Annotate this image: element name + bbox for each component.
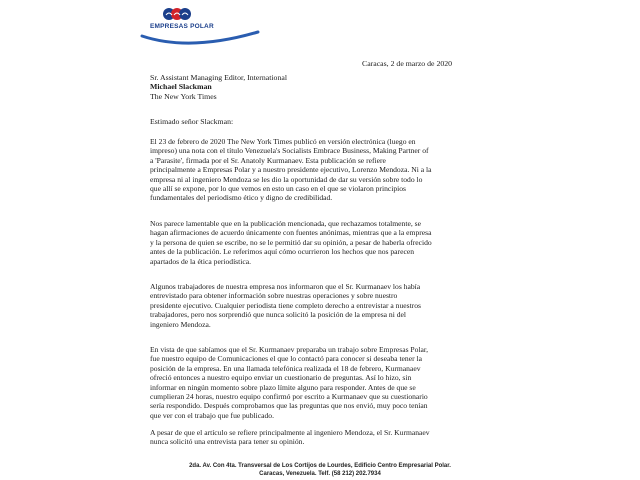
recipient-block xyxy=(150,73,287,101)
footer-phone: Caracas, Venezuela. Telf. (58 212) 202.7934 xyxy=(259,471,381,477)
text-line: y la persona de quien se escribe, no se le permitió dar su opinión, a pesar de haberla ofrecido xyxy=(150,237,432,247)
recipient-name: Michael Slackman xyxy=(150,82,212,92)
recipient-org: The New York Times xyxy=(150,91,217,101)
paragraph-4 xyxy=(150,345,468,420)
text-line: Algunos trabajadores de nuestra empresa nos informaron que el Sr. Kurmanaev los había xyxy=(150,282,421,291)
text-line: posición de la empresa. En una llamada telefónica realizada el 18 de febrero, Kurmanaev xyxy=(150,363,421,373)
logo-bear-icon xyxy=(162,6,192,22)
text-line: informar en ningún momento sobre plazo límite alguno para responder. Antes de que se xyxy=(150,382,416,392)
text-line: cumplieran 24 horas, nuestro equipo confirmó por escrito a Kurmanaev que su cuestionario xyxy=(150,392,428,402)
text-line: A pesar de que el artículo se refiere principalmente al ingeniero Mendoza, el Sr. Kurmanaev xyxy=(150,428,430,437)
logo-swoosh-icon xyxy=(140,30,260,48)
text-line: hagan afirmaciones de acuerdo únicamente con fuentes anónimas, mientras que a la empresa xyxy=(150,228,432,238)
text-line: a 'Parasite', firmada por el Sr. Anatoly Kurmanaev. Esta publicación se refiere xyxy=(150,155,386,165)
text-line: presidente ejecutivo. Cualquier periodista tiene completo derecho a entrevistar a nuestros xyxy=(150,300,421,310)
text-line: El 23 de febrero de 2020 The New York Times publicó en versión electrónica (luego en xyxy=(150,137,416,146)
text-line: apartados de la ética periodística. xyxy=(150,256,251,266)
paragraph-2 xyxy=(150,219,468,266)
paragraph-1 xyxy=(150,137,468,203)
paragraph-3 xyxy=(150,282,468,329)
text-line: fue nuestro equipo de Comunicaciones el que lo contactó para conocer si deseaba tener la xyxy=(150,354,422,364)
recipient-title: Sr. Assistant Managing Editor, International xyxy=(150,73,287,82)
text-line: trabajadores, pero nos sorprendió que nunca solicitó la posición de la empresa ni del xyxy=(150,310,406,320)
text-line: empresa ni al ingeniero Mendoza se les dio la oportunidad de dar su versión sobre todo lo xyxy=(150,174,423,184)
footer-address: 2da. Av. Con 4ta. Transversal de Los Cortijos de Lourdes, Edificio Centro Empresarial Polar. xyxy=(189,463,451,469)
text-line: antes de la publicación. Le referimos aquí cómo ocurrieron los hechos que nos parecen xyxy=(150,247,414,257)
text-line: ofreció entonces a nuestro equipo enviar un cuestionario de preguntas. Así lo hizo, sin xyxy=(150,373,412,383)
text-line: nunca solicitó una entrevista para tener su opinión. xyxy=(150,437,305,447)
text-line: sería respondido. Después comprobamos que las preguntas que nos envió, muy poco tenían xyxy=(150,401,428,411)
text-line: entrevistado para obtener información sobre nuestras operaciones y sobre nuestro xyxy=(150,291,398,301)
paragraph-5 xyxy=(150,428,468,447)
letterhead-footer xyxy=(150,462,490,478)
text-line: En vista de que sabíamos que el Sr. Kurmanaev preparaba un trabajo sobre Empresas Polar, xyxy=(150,345,429,354)
text-line: Nos parece lamentable que en la publicación mencionada, que rechazamos totalmente, se xyxy=(150,219,421,228)
text-line: impreso) una nota con el título Venezuela's Socialists Embrace Business, Making Partner of xyxy=(150,146,429,156)
logo-text: EMPRESAS POLAR xyxy=(150,23,214,30)
text-line: ingeniero Mendoza. xyxy=(150,319,211,329)
letter-date: Caracas, 2 de marzo de 2020 xyxy=(362,59,453,68)
greeting: Estimado señor Slackman: xyxy=(150,117,234,126)
text-line: principalmente a Empresas Polar y a nuestro presidente ejecutivo, Lorenzo Mendoza. Ni a la xyxy=(150,165,432,175)
text-line: que allí se expone, por lo que vemos en esto un caso en el que se violaron principios xyxy=(150,184,407,194)
text-line: que ver con el trabajo que fue publicado. xyxy=(150,410,274,420)
text-line: fundamentales del periodismo ético y digno de credibilidad. xyxy=(150,193,333,203)
